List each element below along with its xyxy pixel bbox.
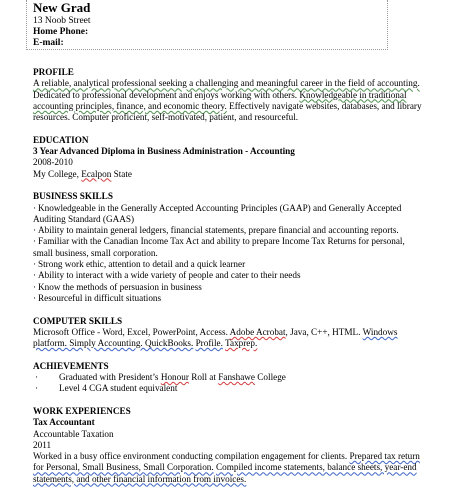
- business-skill-text: Strong work ethic, attention to detail and a quick learner: [38, 259, 246, 270]
- business-skill-text: Ability to maintain general ledgers, financial statements, prepare financial and accounting reports.: [38, 225, 399, 236]
- computer-skills-flagged: Adobe Acrobat: [229, 326, 286, 337]
- education-years: 2008-2010: [33, 157, 73, 168]
- company-name: Accountable Taxation: [33, 428, 114, 439]
- work-desc-line-1: [33, 451, 428, 462]
- profile-line-1: [33, 78, 428, 89]
- bullet-marker: ·: [35, 383, 39, 394]
- work-year: 2011: [33, 439, 52, 450]
- email-label: E-mail:: [33, 38, 64, 48]
- education-school: [33, 169, 428, 180]
- profile-section: [33, 67, 428, 123]
- business-skill-text: Knowledgeable in the Generally Accepted Accounting Principles (GAAP) and Generally Accepted: [38, 202, 402, 213]
- bullet-marker: ·: [33, 225, 37, 236]
- profile-line-2-text: Dedicated to professional development and enjoys working with others.: [33, 89, 300, 100]
- bullet-marker: ·: [33, 281, 37, 292]
- profile-line-3: [33, 101, 428, 112]
- bullet-marker: ·: [35, 372, 39, 383]
- business-skill-item: [33, 259, 428, 270]
- computer-skills-flagged: Profile.: [195, 338, 223, 349]
- computer-skills-line-2: [33, 338, 428, 349]
- education-program: 3 Year Advanced Diploma in Business Administration - Accounting: [33, 146, 295, 157]
- bullet-marker: ·: [33, 270, 37, 281]
- work-desc-flagged: statements, and other financial information from invoices.: [33, 473, 247, 484]
- work-desc-flagged: Compiled income statements, balance sheets, year-end: [215, 462, 417, 473]
- profile-line-2: [33, 90, 428, 101]
- bullet-marker: ·: [33, 292, 37, 303]
- achievement-text: Graduated with President’s: [59, 372, 161, 383]
- achievements-heading: ACHIEVEMENTS: [33, 360, 109, 371]
- resume-body: [33, 67, 428, 496]
- candidate-name: New Grad: [33, 0, 91, 15]
- education-section: [33, 135, 428, 180]
- work-desc-flagged: Prepared tax return: [349, 451, 420, 462]
- profile-line-2-flagged: Knowledgeable in traditional: [299, 89, 407, 100]
- work-section: [33, 406, 428, 485]
- work-desc-line-2: [33, 462, 428, 473]
- achievement-text: Level 4 CGA student equivalent: [59, 383, 178, 394]
- achievement-text: College: [255, 372, 286, 383]
- computer-skills-flagged: Taxprep.: [225, 338, 258, 349]
- business-skill-text: Know the methods of persuasion in business: [38, 281, 202, 292]
- business-skill-item: [33, 282, 428, 293]
- school-name-part-1: My College,: [33, 168, 82, 179]
- profile-heading: PROFILE: [33, 67, 74, 77]
- bullet-marker: ·: [33, 236, 37, 247]
- computer-skills-line-1: [33, 327, 428, 338]
- job-title: Tax Accountant: [33, 417, 95, 428]
- achievement-flagged: Fanshawe: [218, 372, 255, 383]
- school-name-part-3: State: [111, 168, 133, 179]
- work-desc-flagged: for Personal, Small Business, Small Corporation.: [33, 462, 214, 473]
- bullet-marker: ·: [33, 259, 37, 270]
- computer-skills-section: [33, 316, 428, 350]
- computer-skills-flagged: Windows: [362, 326, 398, 337]
- business-skills-heading: BUSINESS SKILLS: [33, 191, 113, 202]
- profile-line-1-text: A reliable, analytical professional seeking a challenging and meaningful career in the field of accounting.: [33, 78, 420, 89]
- school-name-flagged: Ecalpon: [81, 168, 112, 179]
- business-skill-item: [33, 293, 428, 304]
- achievement-text: Roll at: [188, 372, 219, 383]
- achievements-section: [33, 361, 428, 395]
- street-address: 13 Noob Street: [33, 16, 91, 26]
- computer-skills-text: Microsoft Office - Word, Excel, PowerPoint, Access.: [33, 326, 230, 337]
- home-phone-label: Home Phone:: [33, 27, 89, 37]
- business-skill-continuation: Auditing Standard (GAAS): [33, 213, 135, 224]
- business-skill-item: [33, 225, 428, 236]
- business-skill-item: [33, 270, 428, 281]
- achievement-item: [33, 372, 428, 383]
- business-skill-item: [33, 236, 428, 247]
- contact-block: [33, 16, 91, 49]
- business-skills-section: [33, 191, 428, 304]
- work-desc-line-3: [33, 474, 428, 485]
- business-skill-text: Ability to interact with a wide variety of people and cater to their needs: [38, 270, 301, 281]
- business-skill-text: Familiar with the Canadian Income Tax Act and ability to prepare Income Tax Returns for personal,: [38, 236, 405, 247]
- education-heading: EDUCATION: [33, 134, 89, 145]
- business-skill-item: [33, 203, 428, 214]
- computer-skills-heading: COMPUTER SKILLS: [33, 315, 123, 326]
- profile-line-3-text: Effectively navigate websites, databases, and library: [226, 100, 422, 111]
- profile-line-4: resources. Computer proficient, self-motivated, patient, and resourceful.: [33, 112, 299, 123]
- profile-line-3-flagged: accounting principles, finance, and economic theory.: [33, 100, 227, 111]
- work-desc-text: Worked in a busy office environment conducting compilation engagement for clients.: [33, 451, 350, 462]
- business-skill-text: Resourceful in difficult situations: [38, 292, 162, 303]
- computer-skills-flagged: platform. Simply Accounting. QuickBooks.: [33, 338, 194, 349]
- achievement-item: [33, 383, 428, 394]
- computer-skills-text: , Java, C++, HTML.: [285, 326, 363, 337]
- work-heading: WORK EXPERIENCES: [33, 405, 131, 416]
- achievement-flagged: Honour: [160, 372, 189, 383]
- business-skill-continuation: small business, small corporation.: [33, 247, 158, 258]
- bullet-marker: ·: [33, 202, 37, 213]
